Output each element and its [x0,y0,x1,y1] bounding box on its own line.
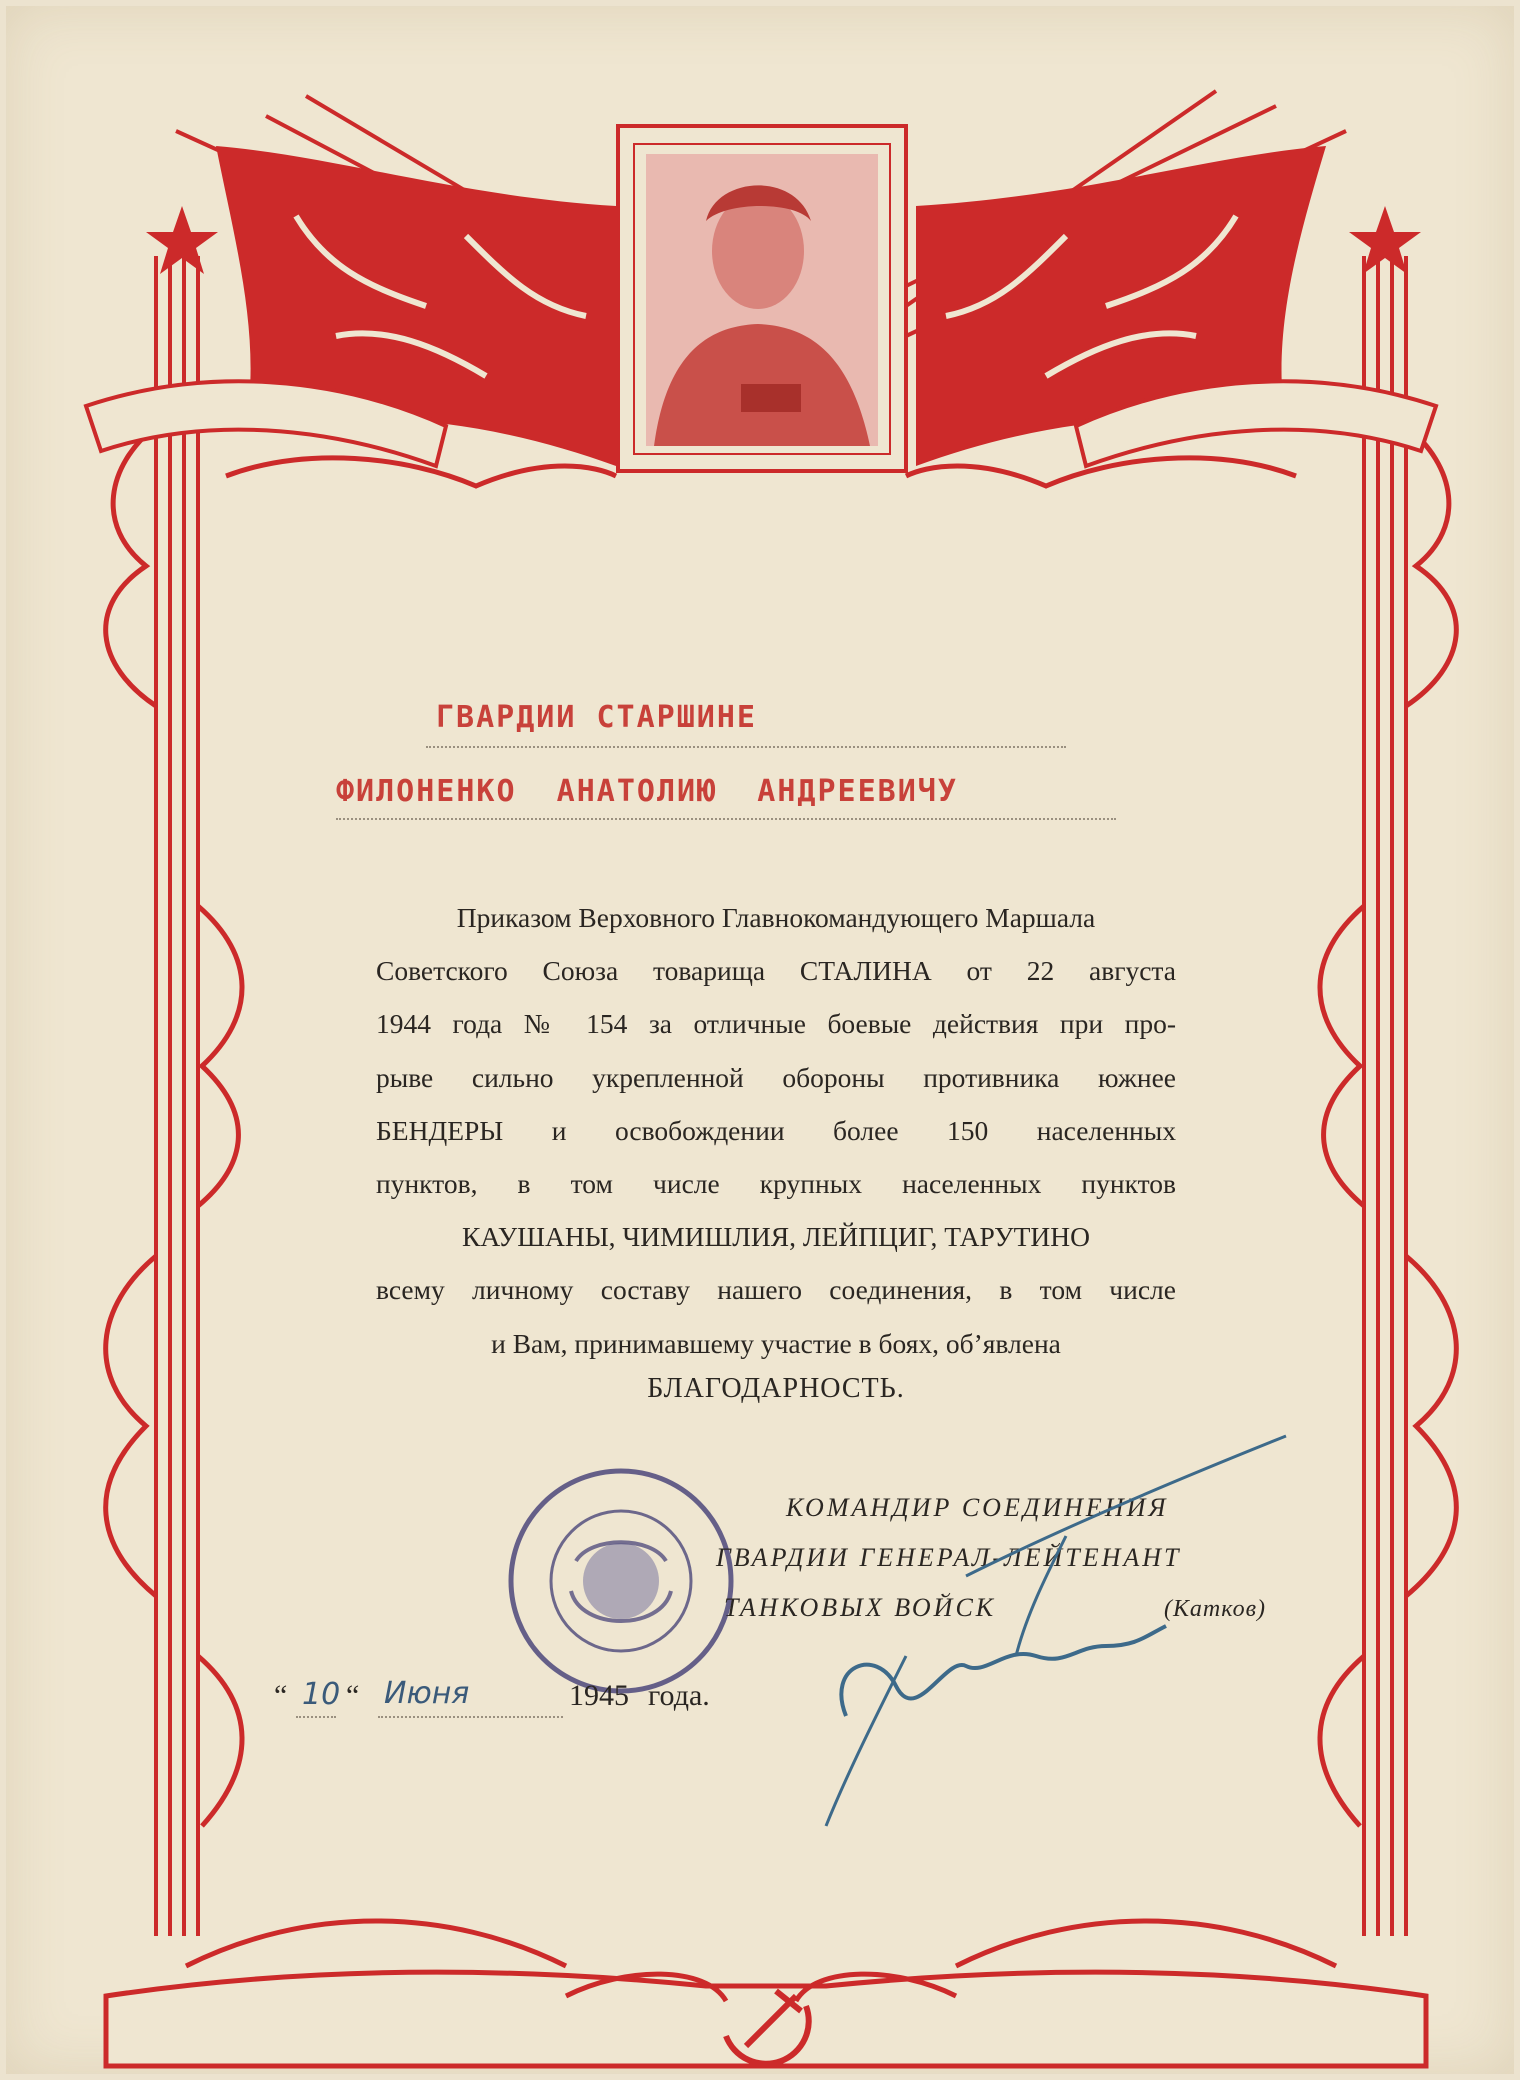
day-dotted-line [296,1716,336,1718]
citation-line: рыве сильно укрепленной обороны противника южнее [376,1061,1176,1093]
citation-line: пунктов, в том числе крупных населенных пунктов [376,1168,1176,1200]
month-dotted-line [378,1716,563,1718]
recipient-rank: ГВАРДИИ СТАРШИНЕ [436,700,757,735]
citation-line: всему личному составу нашего соединения, в том числе [376,1274,1176,1306]
bottom-banner [106,1972,1426,2066]
commander-title: КОМАНДИР СОЕДИНЕНИЯ [786,1493,1169,1522]
citation-line: и Вам, принимавшему участие в боях, об’явлена [491,1327,1061,1359]
date-month: Июня [384,1676,470,1711]
citation-line: БЕНДЕРЫ и освобождении более 150 населенных [376,1114,1176,1146]
right-pillar [1364,256,1406,1936]
date-suffix: года. [648,1679,710,1712]
leaf-vine-left [106,426,242,1826]
portrait-image [646,154,878,446]
recipient-name: ФИЛОНЕНКО АНАТОЛИЮ АНДРЕЕВИЧУ [336,774,958,809]
date-day: 10 [302,1677,341,1712]
citation-line: 1944 года № 154 за отличные боевые действия при про- [376,1008,1176,1040]
leaf-vine-right [1320,426,1456,1826]
citation-line: КАУШАНЫ, ЧИМИШЛИЯ, ЛЕЙПЦИГ, ТАРУТИНО [461,1221,1090,1253]
citation-line: Советского Союза товарища СТАЛИНА от 22 августа [376,955,1176,987]
left-pillar [156,256,198,1936]
citation-text [376,891,1176,1370]
commander-name: (Катков) [1164,1596,1266,1622]
citation-line: Приказом Верховного Главнокомандующего Маршала [456,902,1096,933]
name-dotted-line [336,818,1116,820]
handwritten-signature [766,1416,1326,1836]
official-stamp [496,1456,746,1706]
date-close-quote: “ [346,1679,360,1712]
commander-branch: ТАНКОВЫХ ВОЙСК [724,1593,997,1622]
date-year: 1945 [569,1679,629,1712]
gratitude-heading: БЛАГОДАРНОСТЬ. [647,1373,905,1404]
date-open-quote: “ [274,1679,288,1712]
right-star-icon [1349,206,1421,274]
certificate-page [6,6,1514,2074]
rank-dotted-line [426,746,1066,748]
commander-rank: ГВАРДИИ ГЕНЕРАЛ-ЛЕЙТЕНАНТ [716,1543,1182,1572]
